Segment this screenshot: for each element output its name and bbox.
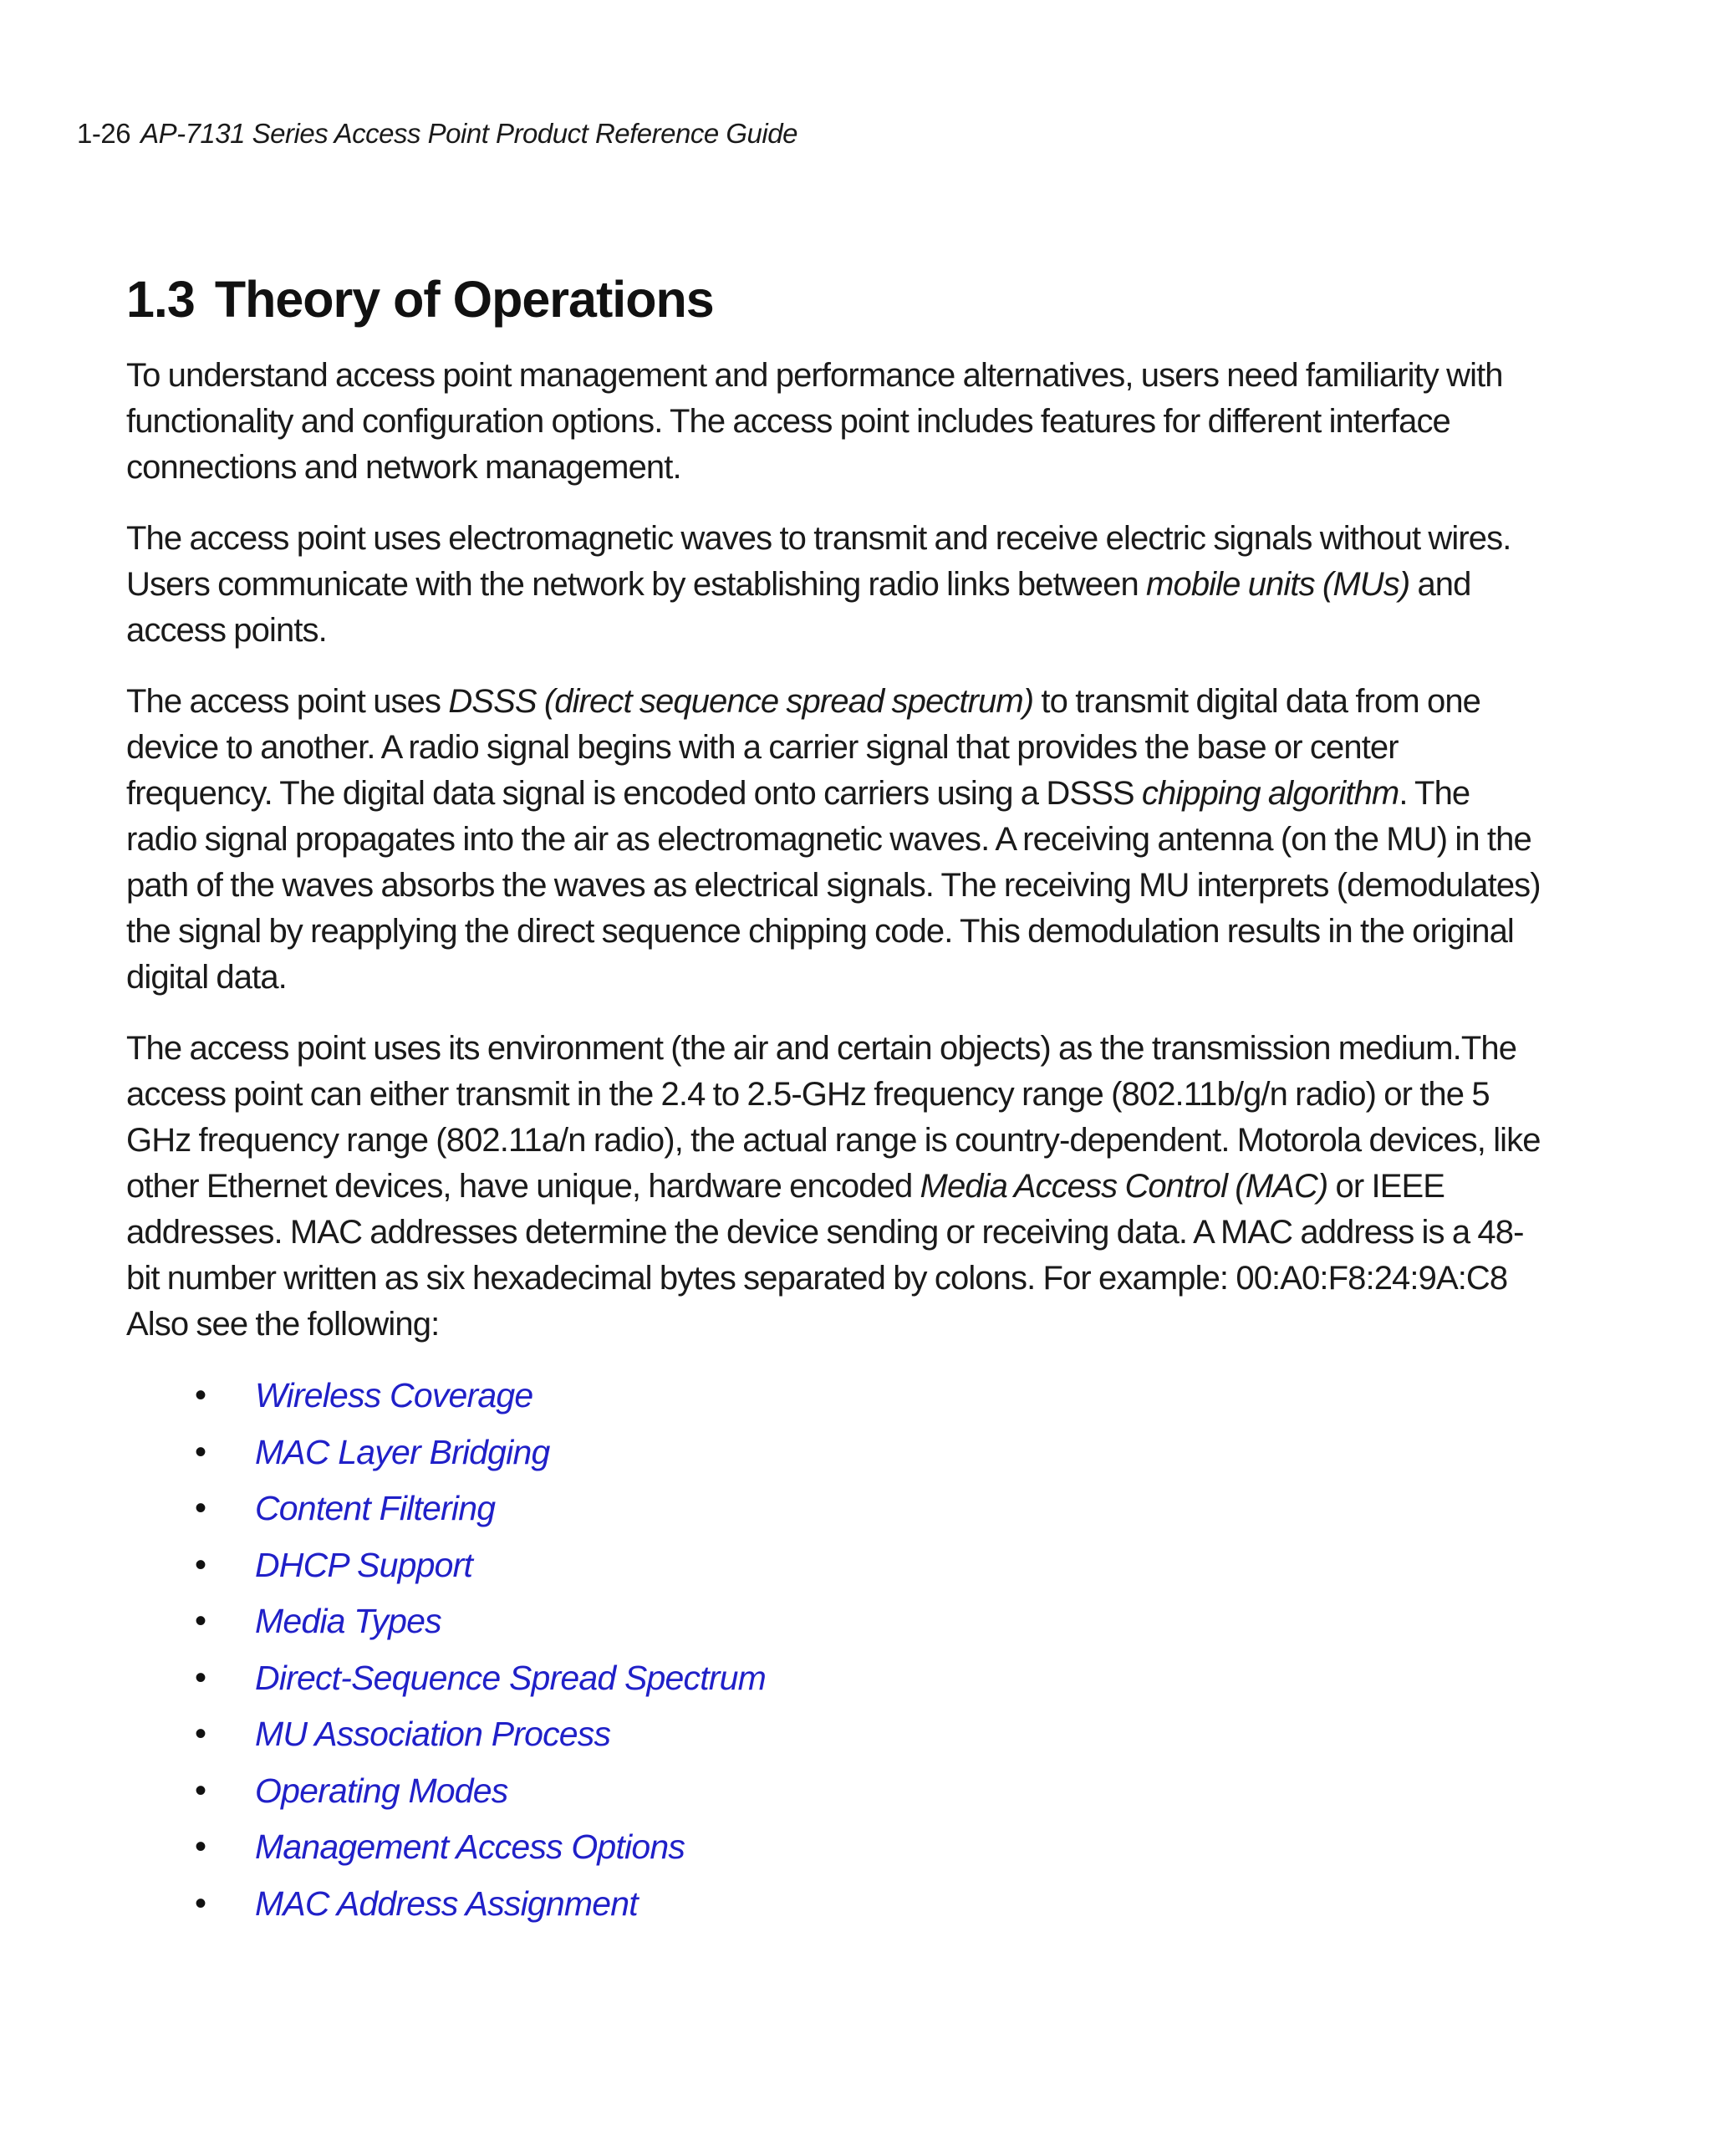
list-item: [126, 1819, 1547, 1876]
link-wireless-coverage[interactable]: Wireless Coverage: [255, 1376, 533, 1414]
link-media-types[interactable]: Media Types: [255, 1602, 441, 1640]
list-item: [126, 1593, 1547, 1650]
paragraph-text: . The radio signal propagates into the air as electromagnetic waves. A receiving antenna (on the MU) in the path of the waves absorbs the waves as electrical signals. The receiving MU interprets (demodulates) the signal by reapplying the direct sequence chipping code. This demodulation results in the original digital data.: [126, 775, 1541, 996]
page-content: [126, 266, 1547, 1932]
paragraph-environment: [126, 1026, 1547, 1348]
list-item: [126, 1481, 1547, 1537]
link-management-access-options[interactable]: Management Access Options: [255, 1827, 685, 1866]
section-heading: [126, 266, 1547, 333]
paragraph-text: or IEEE addresses. MAC addresses determine the device sending or receiving data. A MAC address is a 48-bit number written as six hexadecimal bytes separated by colons. For example: 00:A0:F8:24:9A:C8: [126, 1168, 1524, 1297]
term-mobile-units: mobile units (MUs): [1146, 566, 1410, 603]
list-item: [126, 1425, 1547, 1481]
link-mu-association-process[interactable]: MU Association Process: [255, 1715, 611, 1753]
bullet-icon: •: [195, 1490, 207, 1527]
paragraph-text: and access points.: [126, 566, 1471, 649]
link-dhcp-support[interactable]: DHCP Support: [255, 1545, 473, 1584]
bullet-icon: •: [195, 1715, 207, 1752]
bullet-icon: •: [195, 1771, 207, 1809]
list-item: [126, 1650, 1547, 1707]
bullet-icon: •: [195, 1377, 207, 1414]
bullet-icon: •: [195, 1603, 207, 1639]
bullet-icon: •: [195, 1884, 207, 1922]
bullet-icon: •: [195, 1546, 207, 1583]
section-title: Theory of Operations: [214, 271, 714, 328]
paragraph-text: The access point uses electromagnetic waves to transmit and receive electric signals without wires. Users communicate with the network by establishing radio links between: [126, 520, 1511, 603]
list-item: [126, 1763, 1547, 1820]
list-item: [126, 1876, 1547, 1933]
paragraph-electromagnetic: [126, 516, 1547, 654]
paragraph-text: The access point uses: [126, 683, 449, 720]
see-also-list: [126, 1368, 1547, 1932]
paragraph-intro: To understand access point management and performance alternatives, users need familiarity with functionality and configuration options. The access point includes features for different interface connections and network management.: [126, 357, 1503, 486]
term-chipping-algorithm: chipping algorithm: [1141, 775, 1399, 812]
list-item: [126, 1706, 1547, 1763]
bullet-icon: •: [195, 1659, 207, 1696]
running-header: [77, 117, 797, 150]
link-content-filtering[interactable]: Content Filtering: [255, 1489, 496, 1527]
bullet-icon: •: [195, 1433, 207, 1470]
page-number: 1-26: [77, 118, 131, 149]
paragraph-text: The access point uses its environment (the air and certain objects) as the transmission medium.The access point can either transmit in the 2.4 to 2.5-GHz frequency range (802.11b/g/n radio) or the 5 GHz frequency range (802.11a/n radio), the actual range is country-dependent. Motorola devices, like other Ethernet devices, have unique, hardware encoded: [126, 1030, 1541, 1205]
section-number: 1.3: [126, 271, 195, 328]
paragraph-dsss: [126, 679, 1547, 1001]
see-also-text: Also see the following:: [126, 1306, 440, 1343]
list-item: [126, 1537, 1547, 1594]
term-dsss: DSSS (direct sequence spread spectrum): [448, 683, 1034, 720]
list-item: [126, 1368, 1547, 1425]
guide-title: AP-7131 Series Access Point Product Reference Guide: [140, 118, 797, 149]
link-mac-layer-bridging[interactable]: MAC Layer Bridging: [255, 1432, 550, 1471]
bullet-icon: •: [195, 1828, 207, 1865]
link-operating-modes[interactable]: Operating Modes: [255, 1771, 508, 1810]
link-mac-address-assignment[interactable]: MAC Address Assignment: [255, 1883, 638, 1923]
link-direct-sequence-spread-spectrum[interactable]: Direct-Sequence Spread Spectrum: [255, 1658, 767, 1697]
paragraph-text: to transmit digital data from one device to another. A radio signal begins with a carrier signal that provides the base or center frequency. The digital data signal is encoded onto carriers using a DSSS: [126, 683, 1481, 812]
term-mac: Media Access Control (MAC): [920, 1168, 1328, 1205]
